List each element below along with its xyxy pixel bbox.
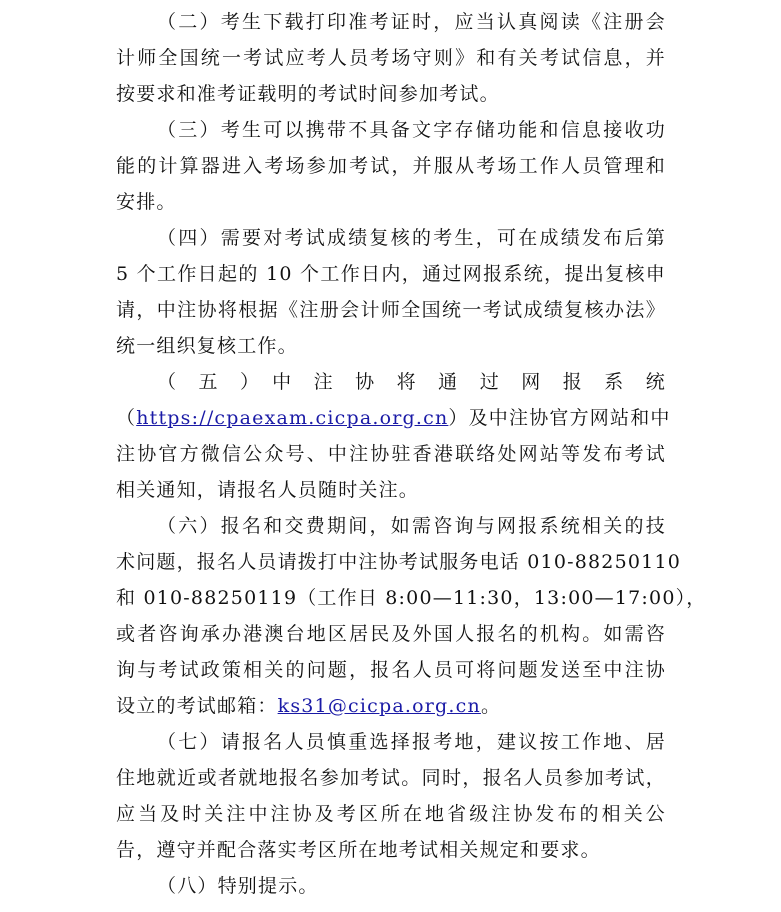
email-label: 设立的考试邮箱： xyxy=(116,695,278,717)
paragraph-6-end-mark: 。 xyxy=(480,695,502,717)
paragraph-5-line-4: 相关通知，请报名人员随时关注。 xyxy=(116,479,420,501)
paragraph-6-line-4: 或者咨询承办港澳台地区居民及外国人报名的机构。如需咨 xyxy=(116,623,666,645)
paragraph-2-line-3: 按要求和准考证载明的考试时间参加考试。 xyxy=(116,83,500,105)
paragraph-6-line-2: 术问题，报名人员请拨打中注协考试服务电话 010-88250110 xyxy=(116,551,682,573)
paragraph-3-line-1: （三）考生可以携带不具备文字存储功能和信息接收功 xyxy=(157,119,666,141)
paragraph-5-line-1: （ 五 ） 中 注 协 将 通 过 网 报 系 统 xyxy=(157,371,666,393)
paragraph-3-line-2: 能的计算器进入考场参加考试，并服从考场工作人员管理和 xyxy=(116,155,666,177)
paragraph-7-line-1: （七）请报名人员慎重选择报考地，建议按工作地、居 xyxy=(157,731,666,753)
exam-email-link[interactable]: ks31@cicpa.org.cn xyxy=(277,695,481,717)
paragraph-4-line-4: 统一组织复核工作。 xyxy=(116,335,298,357)
paragraph-2-line-1: （二）考生下载打印准考证时，应当认真阅读《注册会 xyxy=(157,11,666,33)
paragraph-6-line-3: 和 010-88250119（工作日 8:00—11:30，13:00—17:00）， xyxy=(116,587,707,609)
paragraph-7-line-3: 应当及时关注中注协及考区所在地省级注协发布的相关公 xyxy=(116,803,666,825)
paragraph-5-line-3: 注协官方微信公众号、中注协驻香港联络处网站等发布考试 xyxy=(116,443,666,465)
paragraph-4-line-1: （四）需要对考试成绩复核的考生，可在成绩发布后第 xyxy=(157,227,666,249)
paragraph-5-line-2-tail: ）及中注协官方网站和中 xyxy=(448,407,671,429)
paragraph-3-line-3: 安排。 xyxy=(116,191,177,213)
paragraph-6-line-1: （六）报名和交费期间，如需咨询与网报系统相关的技 xyxy=(157,515,666,537)
paragraph-4-line-2: 5 个工作日起的 10 个工作日内，通过网报系统，提出复核申 xyxy=(116,263,666,285)
paragraph-5-paren-open: （ xyxy=(116,407,137,429)
cpaexam-link[interactable]: https://cpaexam.cicpa.org.cn xyxy=(136,407,449,429)
paragraph-4-line-3: 请，中注协将根据《注册会计师全国统一考试成绩复核办法》 xyxy=(116,299,666,321)
paragraph-6-line-5: 询与考试政策相关的问题，报名人员可将问题发送至中注协 xyxy=(116,659,666,681)
paragraph-7-line-4: 告，遵守并配合落实考区所在地考试相关规定和要求。 xyxy=(116,839,601,861)
paragraph-5-line-2 xyxy=(116,400,671,436)
paragraph-8-line-1: （八）特别提示。 xyxy=(157,875,319,897)
paragraph-6-line-6 xyxy=(116,688,666,724)
paragraph-2-line-2: 计师全国统一考试应考人员考场守则》和有关考试信息，并 xyxy=(116,47,666,69)
paragraph-7-line-2: 住地就近或者就地报名参加考试。同时，报名人员参加考试， xyxy=(116,767,666,789)
